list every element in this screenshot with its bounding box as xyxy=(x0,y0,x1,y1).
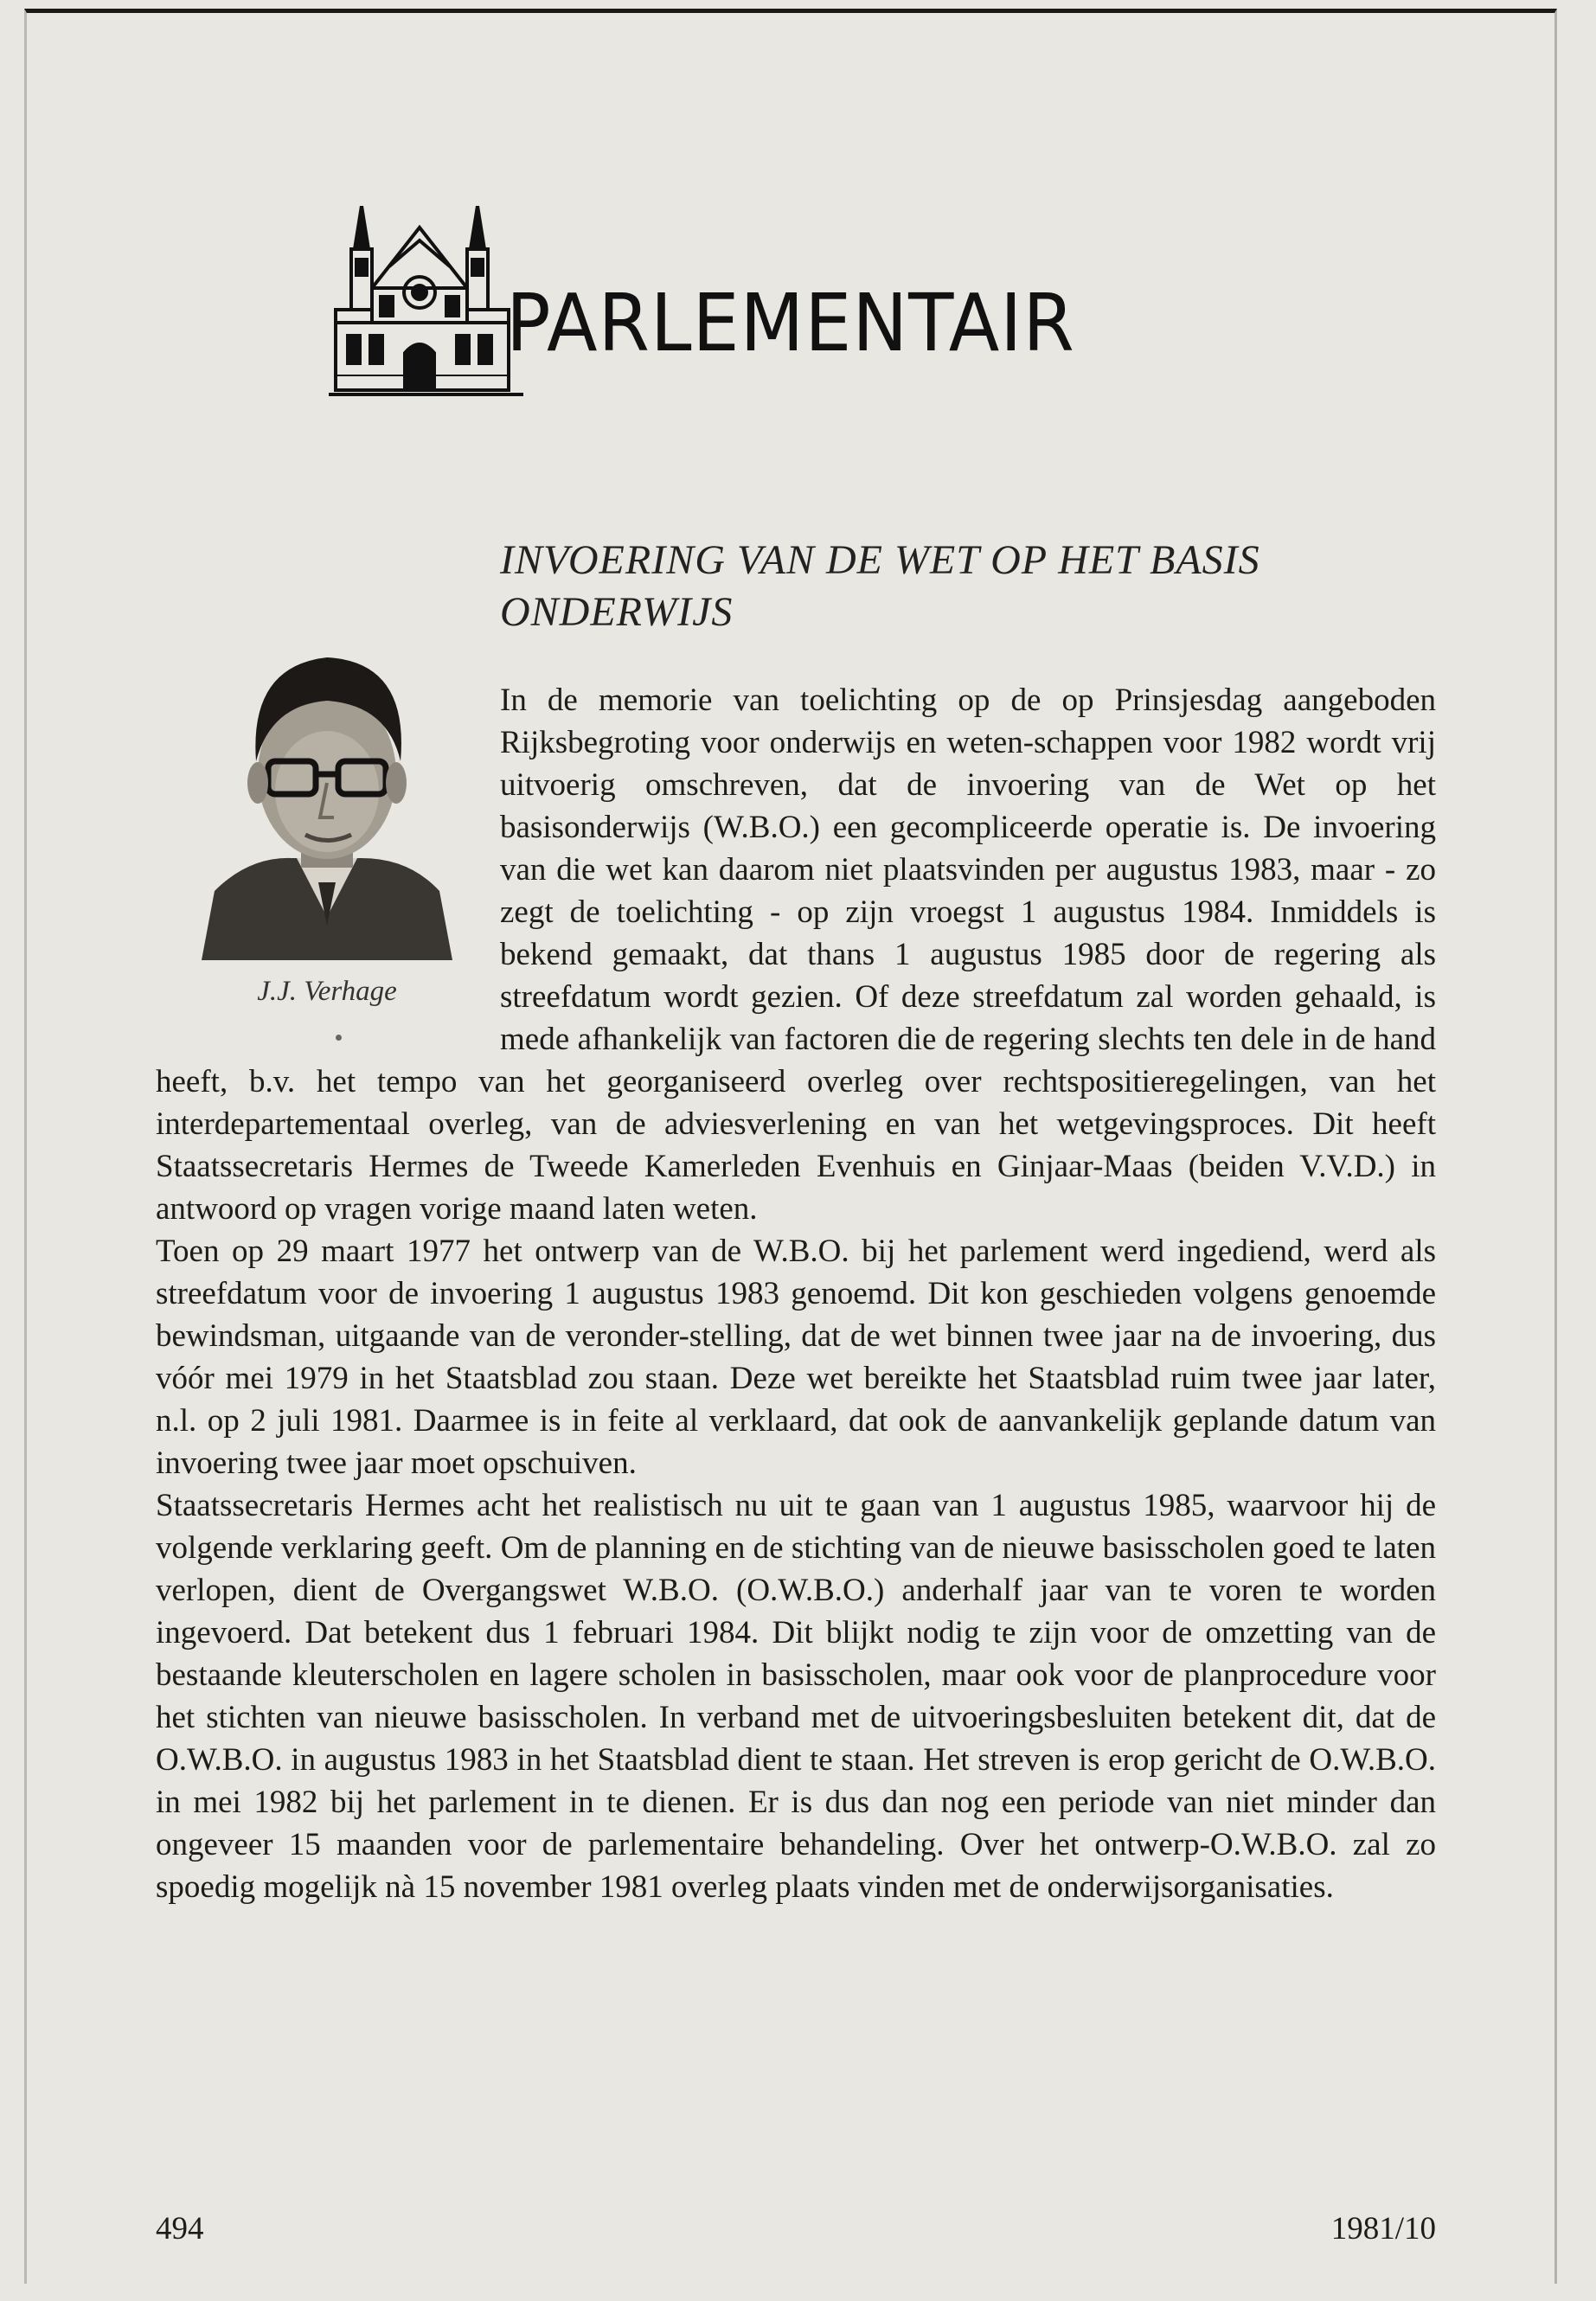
portrait-caption: J.J. Verhage xyxy=(257,976,397,1007)
page-number: 494 xyxy=(156,2211,204,2247)
paragraph: Staatssecretaris Hermes acht het realistisch nu uit te gaan van 1 augustus 1985, waarvoor hij de volgende verklaring geeft. Om de planning en de stichting van de nieuwe basisscholen goed te laten verlopen, dient de Overgangswet W.B.O. (O.W.B.O.) anderhalf jaar van te voren te worden ingevoerd. Dat betekent dus 1 februari 1984. Dit blijkt nodig te zijn voor de omzetting van de bestaande kleuterscholen en lagere scholen in basisscholen, maar ook voor de planprocedure voor het stichten van nieuwe basisscholen. In verband met de uitvoeringsbesluiten betekent dit, dat de O.W.B.O. in augustus 1983 in het Staatsblad dient te staan. Het streven is erop gericht de O.W.B.O. in mei 1982 bij het parlement in te dienen. Er is dus dan nog een periode van niet minder dan ongeveer 15 maanden voor de parlementaire behandeling. Over het ontwerp-O.W.B.O. zal zo spoedig mogelijk nà 15 november 1981 overleg plaats vinden met de onderwijsorganisaties. xyxy=(156,1488,1436,1905)
church-building-icon xyxy=(329,206,523,401)
issue-number: 1981/10 xyxy=(1330,2211,1436,2247)
paragraph: In de memorie van toelichting op de op Prinsjesdag aangeboden Rijksbegroting voor onderwijs en weten-schappen voor 1982 wordt vrij uitvoerig omschreven, dat de invoering van de Wet op het basisonderwijs (W.B.O.) een gecompliceerde operatie is. De invoering van die wet kan daarom niet plaatsvinden per augustus 1983, maar - zo zegt de toelichting - op zijn vroegst 1 augustus 1984. Inmiddels is bekend gemaakt, dat thans 1 augustus 1985 door de regering als streefdatum wordt gezien. Of deze streefdatum zal worden gehaald, is mede afhankelijk van factoren die de regering slechts ten dele in de hand heeft, b.v. het tempo van het georganiseerd overleg over rechtspositieregelingen, van het interdepartementaal overleg, van de adviesverlening en van het wetgevingsproces. Dit heeft Staatssecretaris Hermes de Tweede Kamerleden Evenhuis en Ginjaar-Maas (beiden V.V.D.) in antwoord op vragen vorige maand laten weten. xyxy=(156,683,1436,1227)
article-title: INVOERING VAN DE WET OP HET BASIS ONDERWIJS xyxy=(500,537,1260,635)
paragraph: Toen op 29 maart 1977 het ontwerp van de W.B.O. bij het parlement werd ingediend, werd als streefdatum voor de invoering 1 augustus 1983 genoemd. Dit kon geschieden volgens genoemde bewindsman, uitgaande van de veronder-stelling, dat de wet binnen twee jaar na de invoering, dus vóór mei 1979 in het Staatsblad zou staan. Deze wet bereikte het Staatsblad ruim twee jaar later, n.l. op 2 juli 1981. Daarmee is in feite al verklaard, dat ook de aanvankelijk geplande datum van invoering twee jaar moet opschuiven. xyxy=(156,1234,1436,1481)
section-title: PARLEMENTAIR xyxy=(506,277,1075,369)
article-body xyxy=(156,679,1436,1908)
portrait-spacer xyxy=(156,679,500,1047)
